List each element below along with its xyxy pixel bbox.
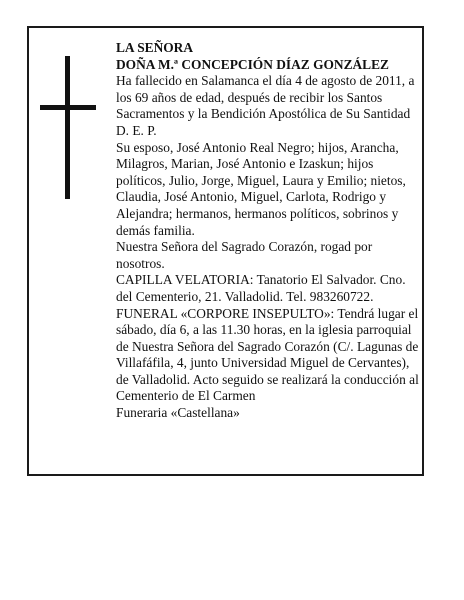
wake-info: CAPILLA VELATORIA: Tanatorio El Salvador. Cno. del Cementerio, 21. Valladolid. Tel. 983260722.	[116, 272, 406, 304]
family-list: Su esposo, José Antonio Real Negro; hijos, Arancha, Milagros, Marian, José Antonio e Izaskun; hijos políticos, Julio, Jorge, Miguel, Laura y Emilio; nietos, Claudia, José Antonio, Miguel, Carlota, Rodrigo y Alejandra; hermanos, hermanos políticos, sobrinos y demás familia.	[116, 139, 406, 238]
cross-horizontal-bar	[40, 105, 96, 110]
cross-vertical-bar	[65, 56, 70, 199]
death-announcement: Ha fallecido en Salamanca el día 4 de agosto de 2011, a los 69 años de edad, después de recibir los Santos Sacramentos y la Bendición Apostólica de Su Santidad D. E. P.	[116, 73, 415, 138]
notice-title: LA SEÑORA	[116, 40, 194, 55]
deceased-name: DOÑA M.ª CONCEPCIÓN DÍAZ GONZÁLEZ	[116, 56, 389, 72]
cross-icon	[40, 56, 96, 199]
notice-text	[116, 40, 424, 422]
funeral-info: FUNERAL «CORPORE INSEPULTO»: Tendrá lugar el sábado, día 6, a las 11.30 horas, en la iglesia parroquial de Nuestra Señora del Sagrado Corazón (C/. Lagunas de Villafáfila, 4, junto Universidad Miguel de Cervantes), de Valladolid. Acto seguido se realizará la conducción al Cementerio de El Carmen	[116, 305, 419, 404]
obituary-notice	[27, 26, 424, 476]
prayer-line: Nuestra Señora del Sagrado Corazón, rogad por nosotros.	[116, 239, 373, 271]
funeral-home: Funeraria «Castellana»	[116, 405, 240, 421]
